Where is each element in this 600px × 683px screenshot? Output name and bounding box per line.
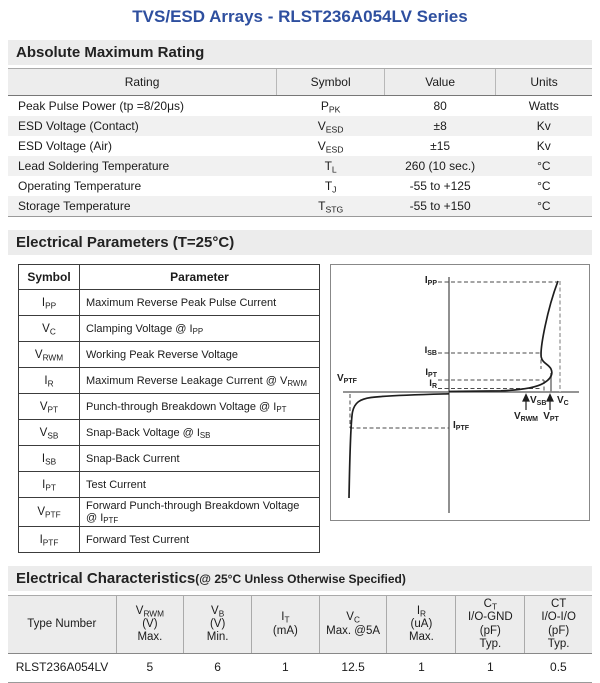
- table-cell: $I_{SB}$: [19, 446, 80, 472]
- table-cell: 5: [146, 660, 154, 675]
- column-header: Units: [496, 69, 592, 96]
- section-heading-main: Electrical Characteristics: [16, 570, 196, 587]
- table-cell: Snap-Back Voltage @ $I_{SB}$: [80, 420, 320, 446]
- graph-label-ipt: $I_{PT}$: [425, 367, 437, 379]
- table-header-row: [19, 265, 320, 290]
- table-cell: ESD Voltage (Contact): [18, 119, 139, 133]
- graph-label-vrwm: $V_{RWM}$: [513, 411, 539, 423]
- table-row: [19, 420, 320, 446]
- table-cell: °C: [537, 199, 551, 213]
- column-header: CT I/O-I/O (pF) Typ.: [525, 596, 592, 654]
- section-heading-electrical-characteristics: [8, 566, 592, 591]
- table-row: [8, 96, 592, 117]
- table-cell: $I_{PP}$: [19, 290, 80, 316]
- reverse-curve: [449, 281, 558, 392]
- table-cell: 12.5: [341, 660, 365, 675]
- table-row: [19, 316, 320, 342]
- symbol-parameter-table: [18, 264, 320, 553]
- table-cell: -55 to +150: [409, 199, 471, 213]
- column-header: Symbol: [277, 69, 385, 96]
- graph-label-vpt: $V_{PT}$: [543, 411, 559, 423]
- table-cell: 6: [214, 660, 221, 675]
- column-header: $V_C$ Max. @5A: [319, 596, 387, 654]
- table-row: [19, 368, 320, 394]
- table-cell: $P_{PK}$: [320, 99, 341, 115]
- table-row: [8, 136, 592, 156]
- table-cell: RLST236A054LV: [15, 660, 109, 675]
- column-header: $C_T$ I/O-GND (pF) Typ.: [456, 596, 525, 654]
- table-cell: Kv: [536, 139, 551, 153]
- table-cell: Maximum Reverse Peak Pulse Current: [80, 290, 320, 316]
- table-row: [8, 654, 592, 683]
- table-cell: Forward Punch-through Breakdown Voltage @ $I_{PTF}$: [80, 498, 320, 527]
- table-cell: Test Current: [80, 472, 320, 498]
- section-heading-qualifier: (@ 25°C Unless Otherwise Specified): [195, 572, 406, 586]
- column-header: Rating: [8, 69, 277, 96]
- table-cell: $V_{SB}$: [19, 420, 80, 446]
- table-row: [8, 116, 592, 136]
- table-cell: $V_{PT}$: [19, 394, 80, 420]
- graph-label-ir: $I_R$: [429, 378, 437, 390]
- table-row: [19, 472, 320, 498]
- table-cell: Clamping Voltage @ $I_{PP}$: [80, 316, 320, 342]
- table-cell: Operating Temperature: [18, 179, 142, 193]
- table-cell: Watts: [528, 99, 559, 113]
- table-cell: Storage Temperature: [18, 199, 131, 213]
- vi-curve-graphic: [331, 265, 589, 520]
- table-row: [19, 342, 320, 368]
- table-cell: 1: [486, 660, 494, 675]
- table-cell: ±15: [430, 139, 451, 153]
- graph-label-iptf: $I_{PTF}$: [453, 420, 470, 432]
- table-cell: Working Peak Reverse Voltage: [80, 342, 320, 368]
- table-cell: °C: [537, 179, 551, 193]
- table-header-row: [8, 596, 592, 654]
- table-cell: $T_J$: [324, 179, 337, 195]
- forward-curve: [349, 394, 449, 498]
- electrical-parameters-content: [18, 264, 592, 553]
- table-row: [8, 196, 592, 217]
- table-cell: ESD Voltage (Air): [18, 139, 113, 153]
- table-cell: Lead Soldering Temperature: [18, 159, 170, 173]
- table-row: [19, 446, 320, 472]
- table-cell: Snap-Back Current: [80, 446, 320, 472]
- column-header: $V_{RWM}$ (V) Max.: [116, 596, 184, 654]
- column-header: Parameter: [80, 265, 320, 290]
- column-header: $I_T$ (mA): [252, 596, 320, 654]
- table-row: [8, 176, 592, 196]
- table-cell: Peak Pulse Power (tp =8/20μs): [18, 99, 184, 113]
- table-cell: 0.5: [550, 660, 567, 675]
- table-row: [19, 498, 320, 527]
- electrical-characteristics-table: [8, 595, 592, 683]
- table-row: [19, 290, 320, 316]
- section-heading-absolute-maximum-rating: Absolute Maximum Rating: [8, 40, 592, 65]
- column-header: $V_B$ (V) Min.: [184, 596, 252, 654]
- column-header: Type Number: [8, 596, 116, 654]
- section-heading-electrical-parameters: Electrical Parameters (T=25°C): [8, 230, 592, 255]
- table-cell: 260 (10 sec.): [405, 159, 476, 173]
- table-cell: $T_{STG}$: [318, 199, 344, 215]
- absolute-maximum-rating-table: [8, 68, 592, 217]
- table-row: [19, 394, 320, 420]
- table-cell: Forward Test Current: [80, 527, 320, 553]
- table-cell: Kv: [536, 119, 551, 133]
- graph-label-vptf: $V_{PTF}$: [337, 373, 357, 385]
- graph-label-vsb: $V_{SB}$: [530, 395, 547, 407]
- vi-characteristic-graph: [330, 264, 590, 521]
- table-cell: Punch-through Breakdown Voltage @ $I_{PT}$: [80, 394, 320, 420]
- table-cell: $V_{ESD}$: [317, 119, 344, 135]
- table-cell: $V_{ESD}$: [317, 139, 344, 155]
- table-row: [8, 156, 592, 176]
- table-cell: $V_{PTF}$: [19, 498, 80, 527]
- table-cell: 80: [433, 99, 447, 113]
- table-cell: Maximum Reverse Leakage Current @ $V_{RWM}$: [80, 368, 320, 394]
- table-cell: $T_L$: [324, 159, 337, 175]
- table-cell: -55 to +125: [409, 179, 471, 193]
- table-cell: $V_{RWM}$: [19, 342, 80, 368]
- vpt-arrow-head: [547, 395, 553, 402]
- table-cell: 1: [418, 660, 425, 675]
- table-cell: $I_R$: [19, 368, 80, 394]
- vrwm-arrow-head: [523, 395, 529, 402]
- graph-label-vc: $V_C$: [557, 395, 569, 407]
- table-cell: ±8: [433, 119, 447, 133]
- column-header: $I_R$ (uA) Max.: [387, 596, 456, 654]
- table-cell: °C: [537, 159, 551, 173]
- graph-label-ipp: $I_{PP}$: [424, 275, 437, 287]
- table-cell: $I_{PT}$: [19, 472, 80, 498]
- table-cell: $I_{PTF}$: [19, 527, 80, 553]
- page-title: TVS/ESD Arrays - RLST236A054LV Series: [132, 7, 468, 26]
- table-header-row: [8, 69, 592, 96]
- table-row: [19, 527, 320, 553]
- table-cell: $V_C$: [19, 316, 80, 342]
- column-header: Symbol: [19, 265, 80, 290]
- table-cell: 1: [282, 660, 289, 675]
- graph-label-isb: $I_{SB}$: [424, 345, 437, 357]
- column-header: Value: [385, 69, 496, 96]
